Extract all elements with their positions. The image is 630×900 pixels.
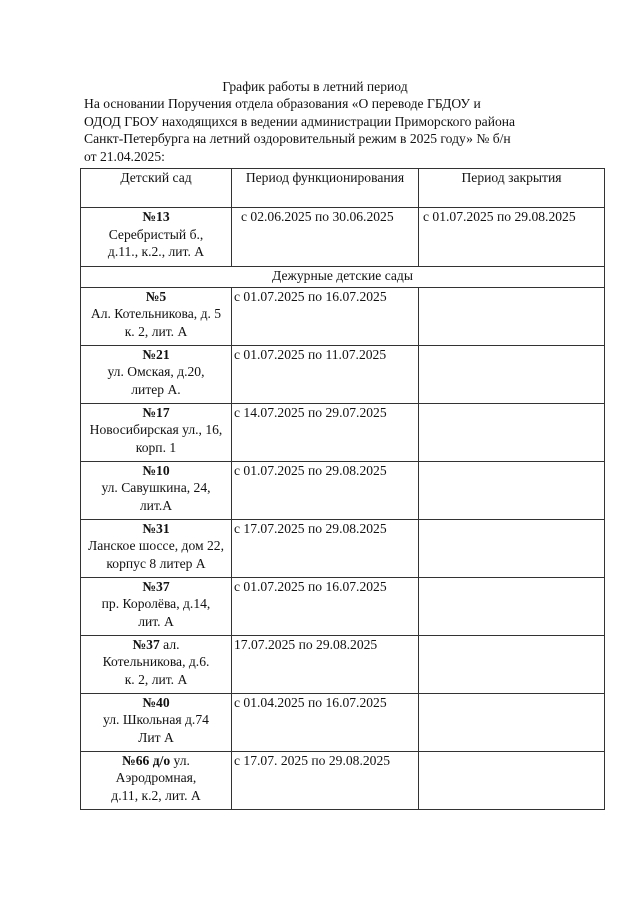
duty-section-row xyxy=(81,267,605,288)
address-line: лит.А xyxy=(139,497,173,513)
kindergarten-number: №37 xyxy=(142,578,170,594)
address-prefix: ул. xyxy=(170,752,190,768)
table-row xyxy=(81,461,605,519)
kindergarten-cell xyxy=(81,287,232,345)
operating-period-cell: с 17.07.2025 по 29.08.2025 xyxy=(232,519,419,577)
closure-period-cell xyxy=(419,577,605,635)
closure-period-cell xyxy=(419,519,605,577)
closure-period-cell xyxy=(419,635,605,693)
closure-period-cell xyxy=(419,345,605,403)
closure-period-cell: с 01.07.2025 по 29.08.2025 xyxy=(419,208,605,267)
address-line: корпус 8 литер А xyxy=(106,555,206,571)
closure-period-cell xyxy=(419,461,605,519)
closure-period-cell xyxy=(419,693,605,751)
closure-period-cell xyxy=(419,403,605,461)
intro-line: ОДОД ГБОУ находящихся в ведении администрации Приморского района xyxy=(84,113,516,129)
kindergarten-cell xyxy=(81,635,232,693)
address-line: ул. Омская, д.20, xyxy=(107,364,205,379)
kindergarten-cell xyxy=(81,208,232,267)
table-row xyxy=(81,635,605,693)
operating-period-cell: с 01.07.2025 по 16.07.2025 xyxy=(232,577,419,635)
table-row xyxy=(81,287,605,345)
kindergarten-cell xyxy=(81,403,232,461)
intro-line: Санкт-Петербурга на летний оздоровительный режим в 2025 году» № б/н xyxy=(84,131,511,146)
kindergarten-number: №40 xyxy=(142,694,170,710)
operating-period-cell: с 01.07.2025 по 29.08.2025 xyxy=(232,461,419,519)
address-line: Новосибирская ул., 16, xyxy=(89,422,223,437)
header-operating-period: Период функционирования xyxy=(232,169,419,208)
table-row xyxy=(81,208,605,267)
address-line: д.11., к.2., лит. А xyxy=(107,244,205,259)
operating-period-cell: с 17.07. 2025 по 29.08.2025 xyxy=(232,751,419,809)
closure-period-cell xyxy=(419,287,605,345)
kindergarten-cell xyxy=(81,519,232,577)
header-kindergarten: Детский сад xyxy=(81,169,232,208)
header-closure-period: Период закрытия xyxy=(419,169,605,208)
address-prefix: ал. xyxy=(159,636,180,652)
kindergarten-number: №66 д/о xyxy=(122,752,171,768)
table-row xyxy=(81,577,605,635)
table-row xyxy=(81,751,605,809)
table-row xyxy=(81,345,605,403)
operating-period-cell: с 02.06.2025 по 30.06.2025 xyxy=(232,208,419,267)
duty-heading: Дежурные детские сады xyxy=(81,267,605,288)
kindergarten-number: №17 xyxy=(142,404,170,420)
kindergarten-cell xyxy=(81,577,232,635)
operating-period-cell: с 01.04.2025 по 16.07.2025 xyxy=(232,693,419,751)
address-line: Ланское шоссе, дом 22, xyxy=(88,538,224,553)
kindergarten-cell xyxy=(81,751,232,809)
document-title: График работы в летний период xyxy=(222,79,408,94)
address-line: Лит А xyxy=(138,729,174,745)
kindergarten-number: №37 xyxy=(132,636,160,652)
address-line: д.11, к.2, лит. А xyxy=(111,787,201,803)
intro-line: от 21.04.2025: xyxy=(84,148,165,164)
address-line: литер А. xyxy=(131,381,181,397)
address-line: пр. Королёва, д.14, xyxy=(101,596,211,611)
table-row xyxy=(81,403,605,461)
address-line: Серебристый б., xyxy=(108,226,204,242)
table-row xyxy=(81,519,605,577)
operating-period-cell: с 14.07.2025 по 29.07.2025 xyxy=(232,403,419,461)
kindergarten-cell xyxy=(81,345,232,403)
intro-line: На основании Поручения отдела образования «О переводе ГБДОУ и xyxy=(84,96,481,111)
address-line: корп. 1 xyxy=(135,439,177,455)
kindergarten-number: №31 xyxy=(142,520,170,536)
address-line: к. 2, лит. А xyxy=(124,323,188,339)
table-header-row xyxy=(81,169,605,208)
schedule-table xyxy=(80,168,605,810)
operating-period-cell: 17.07.2025 по 29.08.2025 xyxy=(232,635,419,693)
closure-period-cell xyxy=(419,751,605,809)
kindergarten-number: №5 xyxy=(145,288,167,304)
intro-paragraph xyxy=(84,95,554,165)
address-line: лит. А xyxy=(138,613,174,629)
kindergarten-number: №10 xyxy=(142,462,170,478)
address-line: к. 2, лит. А xyxy=(124,671,188,687)
address-line: Котельникова, д.6. xyxy=(102,654,210,669)
operating-period-cell: с 01.07.2025 по 16.07.2025 xyxy=(232,287,419,345)
address-line: ул. Школьная д.74 xyxy=(103,712,209,727)
kindergarten-number: №21 xyxy=(142,346,170,362)
address-line: ул. Савушкина, 24, xyxy=(101,480,211,495)
address-line: Ал. Котельникова, д. 5 xyxy=(90,306,222,321)
kindergarten-cell xyxy=(81,461,232,519)
table-row xyxy=(81,693,605,751)
kindergarten-cell xyxy=(81,693,232,751)
address-line: Аэродромная, xyxy=(115,770,197,785)
operating-period-cell: с 01.07.2025 по 11.07.2025 xyxy=(232,345,419,403)
kindergarten-number: №13 xyxy=(142,209,170,224)
